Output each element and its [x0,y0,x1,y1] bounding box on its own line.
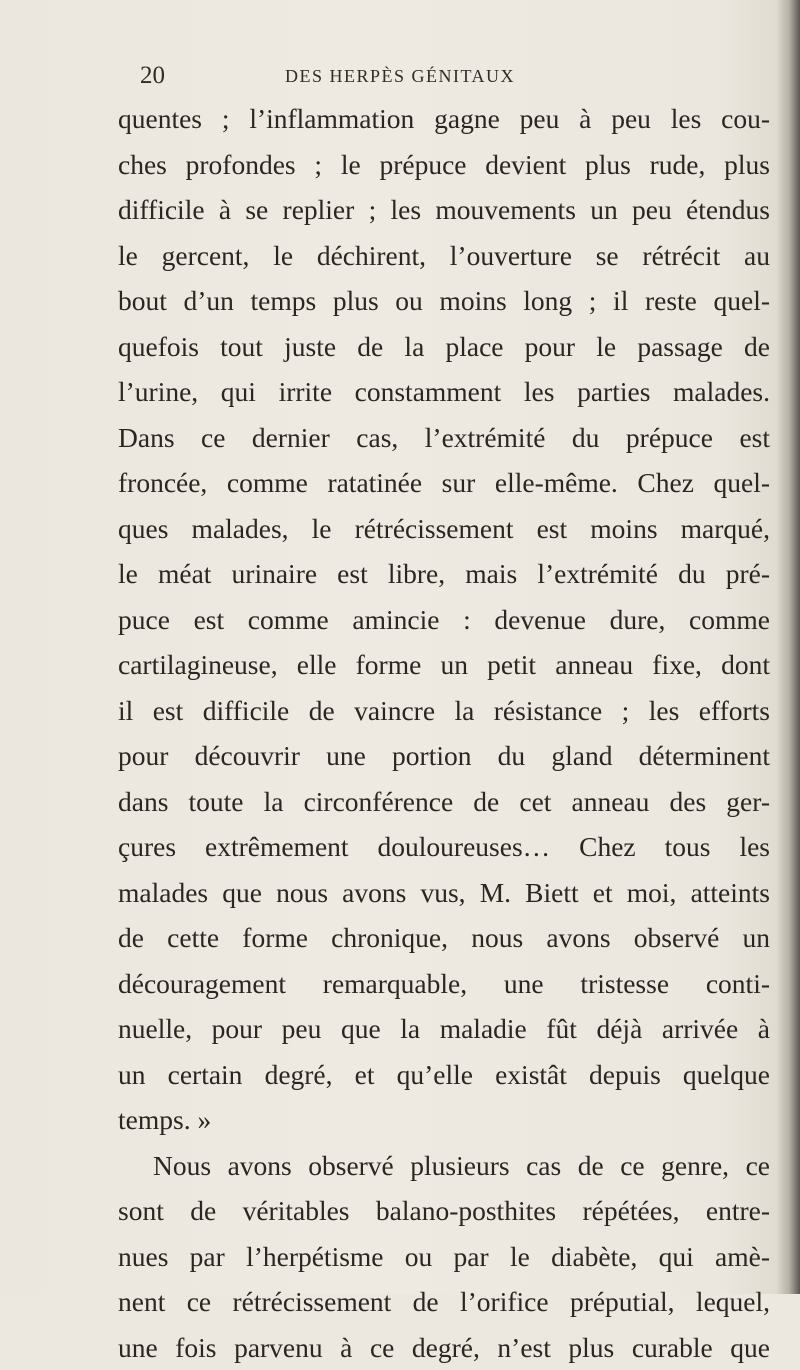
text-line: sont de véritables balano-posthites répétées, entre- [118,1188,770,1234]
text-line: le méat urinaire est libre, mais l’extrémité du pré- [118,551,770,597]
text-line: malades que nous avons vus, M. Biett et moi, atteints [118,870,770,916]
page-edge-shadow [776,0,800,1294]
text-line: ques malades, le rétrécissement est moins marqué, [118,506,770,552]
text-line: nues par l’herpétisme ou par le diabète, qui amè- [118,1234,770,1280]
page-header [140,62,660,94]
paragraph-end-line: temps. » [118,1097,770,1143]
body-text [118,96,770,1370]
text-line: pour découvrir une portion du gland déterminent [118,733,770,779]
page-number: 20 [140,62,165,90]
text-line: çures extrêmement douloureuses… Chez tous les [118,824,770,870]
text-line: dans toute la circonférence de cet anneau des ger- [118,779,770,825]
text-line: Dans ce dernier cas, l’extrémité du prépuce est [118,415,770,461]
text-line: le gercent, le déchirent, l’ouverture se rétrécit au [118,233,770,279]
text-line: quefois tout juste de la place pour le passage de [118,324,770,370]
text-line: de cette forme chronique, nous avons observé un [118,915,770,961]
text-line: nuelle, pour peu que la maladie fût déjà arrivée à [118,1006,770,1052]
text-line: bout d’un temps plus ou moins long ; il reste quel- [118,278,770,324]
running-title: DES HERPÈS GÉNITAUX [140,66,660,87]
text-line: puce est comme amincie : devenue dure, comme [118,597,770,643]
text-line: il est difficile de vaincre la résistance ; les efforts [118,688,770,734]
text-line: quentes ; l’inflammation gagne peu à peu les cou- [118,96,770,142]
text-line: une fois parvenu à ce degré, n’est plus curable que [118,1325,770,1370]
text-line: découragement remarquable, une tristesse conti- [118,961,770,1007]
text-line: difficile à se replier ; les mouvements un peu étendus [118,187,770,233]
text-line: ches profondes ; le prépuce devient plus rude, plus [118,142,770,188]
text-line: cartilagineuse, elle forme un petit anneau fixe, dont [118,642,770,688]
text-line: l’urine, qui irrite constamment les parties malades. [118,369,770,415]
text-line: un certain degré, et qu’elle existât depuis quelque [118,1052,770,1098]
paragraph-start-line: Nous avons observé plusieurs cas de ce genre, ce [118,1143,770,1189]
text-line: froncée, comme ratatinée sur elle-même. Chez quel- [118,460,770,506]
text-line: nent ce rétrécissement de l’orifice préputial, lequel, [118,1279,770,1325]
